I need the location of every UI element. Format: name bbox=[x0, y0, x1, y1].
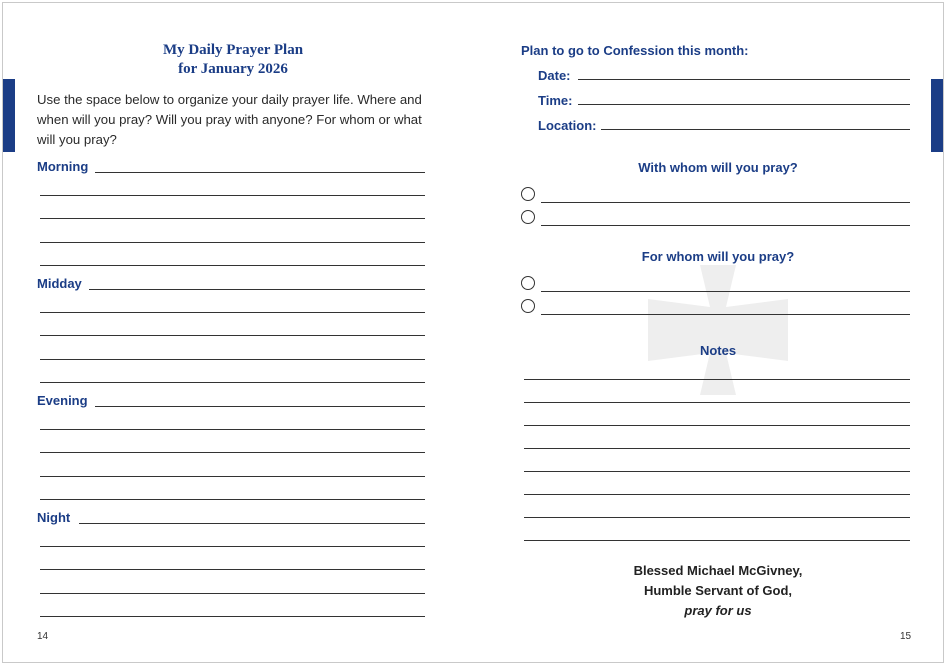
midday-line[interactable] bbox=[40, 382, 425, 383]
with-whom-line[interactable] bbox=[541, 225, 910, 226]
page-number-left: 14 bbox=[37, 631, 49, 642]
date-label: Date: bbox=[538, 68, 571, 83]
location-label: Location: bbox=[538, 118, 597, 133]
evening-line[interactable] bbox=[95, 406, 425, 407]
notes-heading: Notes bbox=[699, 343, 737, 358]
for-whom-heading: For whom will you pray? bbox=[641, 249, 795, 264]
night-line[interactable] bbox=[40, 569, 425, 570]
for-whom-line[interactable] bbox=[541, 314, 910, 315]
notes-line[interactable] bbox=[524, 448, 910, 449]
checkbox-circle[interactable] bbox=[521, 276, 535, 290]
page-subtitle: for January 2026 bbox=[178, 61, 288, 77]
notes-line[interactable] bbox=[524, 540, 910, 541]
left-edge-tab bbox=[3, 79, 15, 152]
midday-line[interactable] bbox=[89, 289, 425, 290]
night-line[interactable] bbox=[79, 523, 425, 524]
midday-label: Midday bbox=[37, 276, 82, 291]
page-title: My Daily Prayer Plan bbox=[162, 42, 304, 58]
time-label: Time: bbox=[538, 93, 573, 108]
checkbox-circle[interactable] bbox=[521, 187, 535, 201]
right-edge-tab bbox=[931, 79, 943, 152]
morning-line[interactable] bbox=[40, 242, 425, 243]
morning-label: Morning bbox=[37, 159, 89, 174]
intro-text: Use the space below to organize your daily prayer life. Where and when will you pray? Will you pray with anyone? For whom or what will you pray? bbox=[37, 92, 422, 147]
evening-line[interactable] bbox=[40, 499, 425, 500]
page-number-right: 15 bbox=[900, 631, 912, 642]
closing-line-2: Humble Servant of God, bbox=[643, 583, 793, 598]
with-whom-line[interactable] bbox=[541, 202, 910, 203]
midday-line[interactable] bbox=[40, 359, 425, 360]
for-whom-line[interactable] bbox=[541, 291, 910, 292]
midday-line[interactable] bbox=[40, 312, 425, 313]
night-line[interactable] bbox=[40, 546, 425, 547]
morning-line[interactable] bbox=[40, 265, 425, 266]
with-whom-heading: With whom will you pray? bbox=[638, 160, 798, 175]
notes-line[interactable] bbox=[524, 402, 910, 403]
confession-heading: Plan to go to Confession this month: bbox=[521, 43, 749, 58]
checkbox-circle[interactable] bbox=[521, 299, 535, 313]
notes-line[interactable] bbox=[524, 517, 910, 518]
closing-line-1: Blessed Michael McGivney, bbox=[633, 563, 803, 578]
night-line[interactable] bbox=[40, 593, 425, 594]
night-line[interactable] bbox=[40, 616, 425, 617]
midday-line[interactable] bbox=[40, 335, 425, 336]
checkbox-circle[interactable] bbox=[521, 210, 535, 224]
notes-line[interactable] bbox=[524, 379, 910, 380]
evening-line[interactable] bbox=[40, 429, 425, 430]
time-line[interactable] bbox=[578, 104, 910, 105]
morning-line[interactable] bbox=[40, 218, 425, 219]
evening-line[interactable] bbox=[40, 452, 425, 453]
night-label: Night bbox=[37, 510, 71, 525]
notes-line[interactable] bbox=[524, 471, 910, 472]
notes-line[interactable] bbox=[524, 494, 910, 495]
evening-label: Evening bbox=[37, 393, 88, 408]
evening-line[interactable] bbox=[40, 476, 425, 477]
cross-watermark-icon bbox=[648, 265, 788, 395]
date-line[interactable] bbox=[578, 79, 910, 80]
location-line[interactable] bbox=[601, 129, 910, 130]
morning-line[interactable] bbox=[95, 172, 425, 173]
morning-line[interactable] bbox=[40, 195, 425, 196]
booklet-spread bbox=[2, 2, 944, 663]
closing-line-3: pray for us bbox=[684, 603, 752, 618]
notes-line[interactable] bbox=[524, 425, 910, 426]
